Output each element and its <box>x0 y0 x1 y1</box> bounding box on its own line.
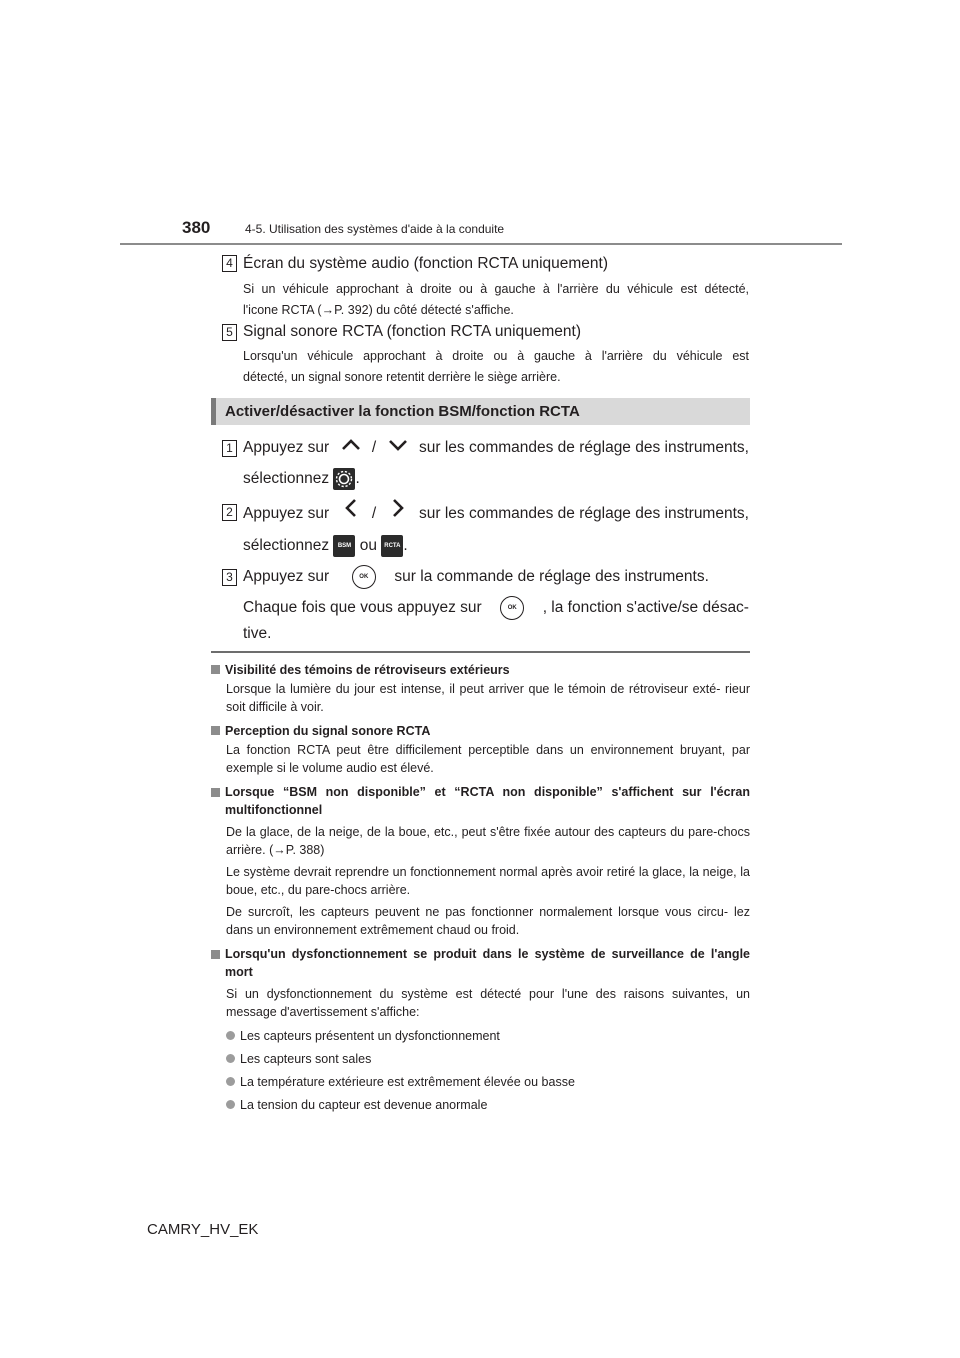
step-2 <box>243 497 749 561</box>
note-paragraph: Lorsque la lumière du jour est intense, il peut arriver que le témoin de rétroviseur exté- rieur soit difficile à voir. <box>226 682 750 714</box>
bsm-icon <box>333 535 355 557</box>
item-body-line: Si un véhicule approchant à droite ou à gauche à l'arrière du véhicule est détecté, <box>243 282 749 296</box>
ok-button-icon <box>500 596 524 620</box>
section-heading-bar <box>211 398 750 425</box>
chevron-right-icon <box>391 497 405 530</box>
rcta-icon-label: RCTA <box>384 542 401 549</box>
note-paragraph: La fonction RCTA peut être difficilement perceptible dans un environnement bruyant, par exemple si le volume audio est élevé. <box>226 743 750 775</box>
note-square-icon <box>211 788 220 797</box>
header-divider <box>120 243 842 245</box>
step-text: sélectionnez <box>243 470 330 487</box>
step-text: Chaque fois que vous appuyez sur <box>243 599 482 616</box>
note-paragraph: Le système devrait reprendre un fonctionnement normal après avoir retiré la glace, la neige, la boue, etc., du pare-chocs arrière. <box>226 865 750 897</box>
note-heading-text: Perception du signal sonore RCTA <box>225 724 431 738</box>
list-item <box>211 1096 750 1114</box>
note-paragraph: De la glace, de la neige, de la boue, etc., peut s'être fixée autour des capteurs du pare-chocs arrière. (→P. 388) <box>226 825 750 857</box>
ok-button-icon <box>352 565 376 589</box>
step-text: sur les commandes de réglage des instruments, <box>418 505 749 522</box>
step-text: Appuyez sur <box>243 505 330 522</box>
note-square-icon <box>211 950 220 959</box>
chevron-up-icon <box>340 432 362 463</box>
note-heading <box>211 722 750 740</box>
step-text: Appuyez sur <box>243 439 330 456</box>
step-text: , la fonction s'active/se désac- <box>542 599 749 616</box>
list-item-text: Les capteurs sont sales <box>240 1052 372 1066</box>
note-paragraph: Si un dysfonctionnement du système est détecté pour l'une des raisons suivantes, un message d'avertissement s'affiche: <box>226 987 750 1019</box>
step-text: tive. <box>243 625 272 642</box>
note-square-icon <box>211 726 220 735</box>
note-heading-text: Visibilité des témoins de rétroviseurs extérieurs <box>225 663 510 677</box>
note-heading-text: Lorsque “BSM non disponible” et “RCTA non disponible” s'affichent sur l'écran multifonctionnel <box>225 785 750 817</box>
bullet-dot-icon <box>226 1054 235 1063</box>
step-number-3: 3 <box>222 569 237 586</box>
step-text: sur la commande de réglage des instruments. <box>394 568 709 585</box>
bsm-icon-label: BSM <box>337 542 352 549</box>
bullet-dot-icon <box>226 1077 235 1086</box>
step-1 <box>243 432 749 494</box>
step-text: sélectionnez <box>243 537 330 554</box>
step-text: ou <box>359 537 378 554</box>
note-paragraph: De surcroît, les capteurs peuvent ne pas fonctionner normalement lorsque vous circu- lez dans un environnement extrêmement chaud ou froid. <box>226 905 750 937</box>
ok-icon-label: OK <box>359 573 369 580</box>
step-number-1: 1 <box>222 440 237 457</box>
chevron-down-icon <box>387 432 409 463</box>
step-text: / <box>371 505 377 522</box>
note-square-icon <box>211 665 220 674</box>
section-heading: Activer/désactiver la fonction BSM/fonction RCTA <box>225 403 580 420</box>
notes-section <box>211 661 750 1114</box>
item-body <box>243 279 749 321</box>
settings-gear-icon <box>333 468 355 490</box>
item-body-line: Lorsqu'un véhicule approchant à droite ou à gauche à l'arrière du véhicule est <box>243 349 749 363</box>
bullet-dot-icon <box>226 1031 235 1040</box>
step-text: Appuyez sur <box>243 568 330 585</box>
item-body-line: l'icone RCTA (→P. 392) du côté détecté s'affiche. <box>243 303 514 317</box>
item-title: Signal sonore RCTA (fonction RCTA uniquement) <box>243 323 582 340</box>
list-item-text: La température extérieure est extrêmement élevée ou basse <box>240 1075 575 1089</box>
chevron-left-icon <box>344 497 358 530</box>
list-item-text: La tension du capteur est devenue anormale <box>240 1098 488 1112</box>
step-text: / <box>371 439 377 456</box>
ok-icon-label: OK <box>507 604 517 611</box>
item-number-5: 5 <box>222 324 237 341</box>
note-heading <box>211 783 750 819</box>
note-heading <box>211 945 750 981</box>
item-title: Écran du système audio (fonction RCTA uniquement) <box>243 255 609 272</box>
step-text: sur les commandes de réglage des instruments, <box>418 439 749 456</box>
notes-divider <box>211 651 750 653</box>
note-heading-text: Lorsqu'un dysfonctionnement se produit dans le système de surveillance de l'angle mort <box>225 947 750 979</box>
footer-model-code: CAMRY_HV_EK <box>147 1221 259 1238</box>
note-heading <box>211 661 750 679</box>
step-text: . <box>355 470 360 487</box>
bullet-dot-icon <box>226 1100 235 1109</box>
step-3 <box>243 561 749 645</box>
step-number-2: 2 <box>222 504 237 521</box>
list-item <box>211 1027 750 1045</box>
item-body <box>243 346 749 388</box>
list-item <box>211 1073 750 1091</box>
item-body-line: détecté, un signal sonore retentit derrière le siège arrière. <box>243 370 561 384</box>
item-number-4: 4 <box>222 255 237 272</box>
list-item <box>211 1050 750 1068</box>
list-item-text: Les capteurs présentent un dysfonctionnement <box>240 1029 500 1043</box>
page-number: 380 <box>182 218 211 237</box>
step-text: . <box>403 537 408 554</box>
section-title: 4-5. Utilisation des systèmes d'aide à la conduite <box>245 222 505 236</box>
rcta-icon <box>381 535 403 557</box>
section-bar-marker <box>211 398 216 425</box>
